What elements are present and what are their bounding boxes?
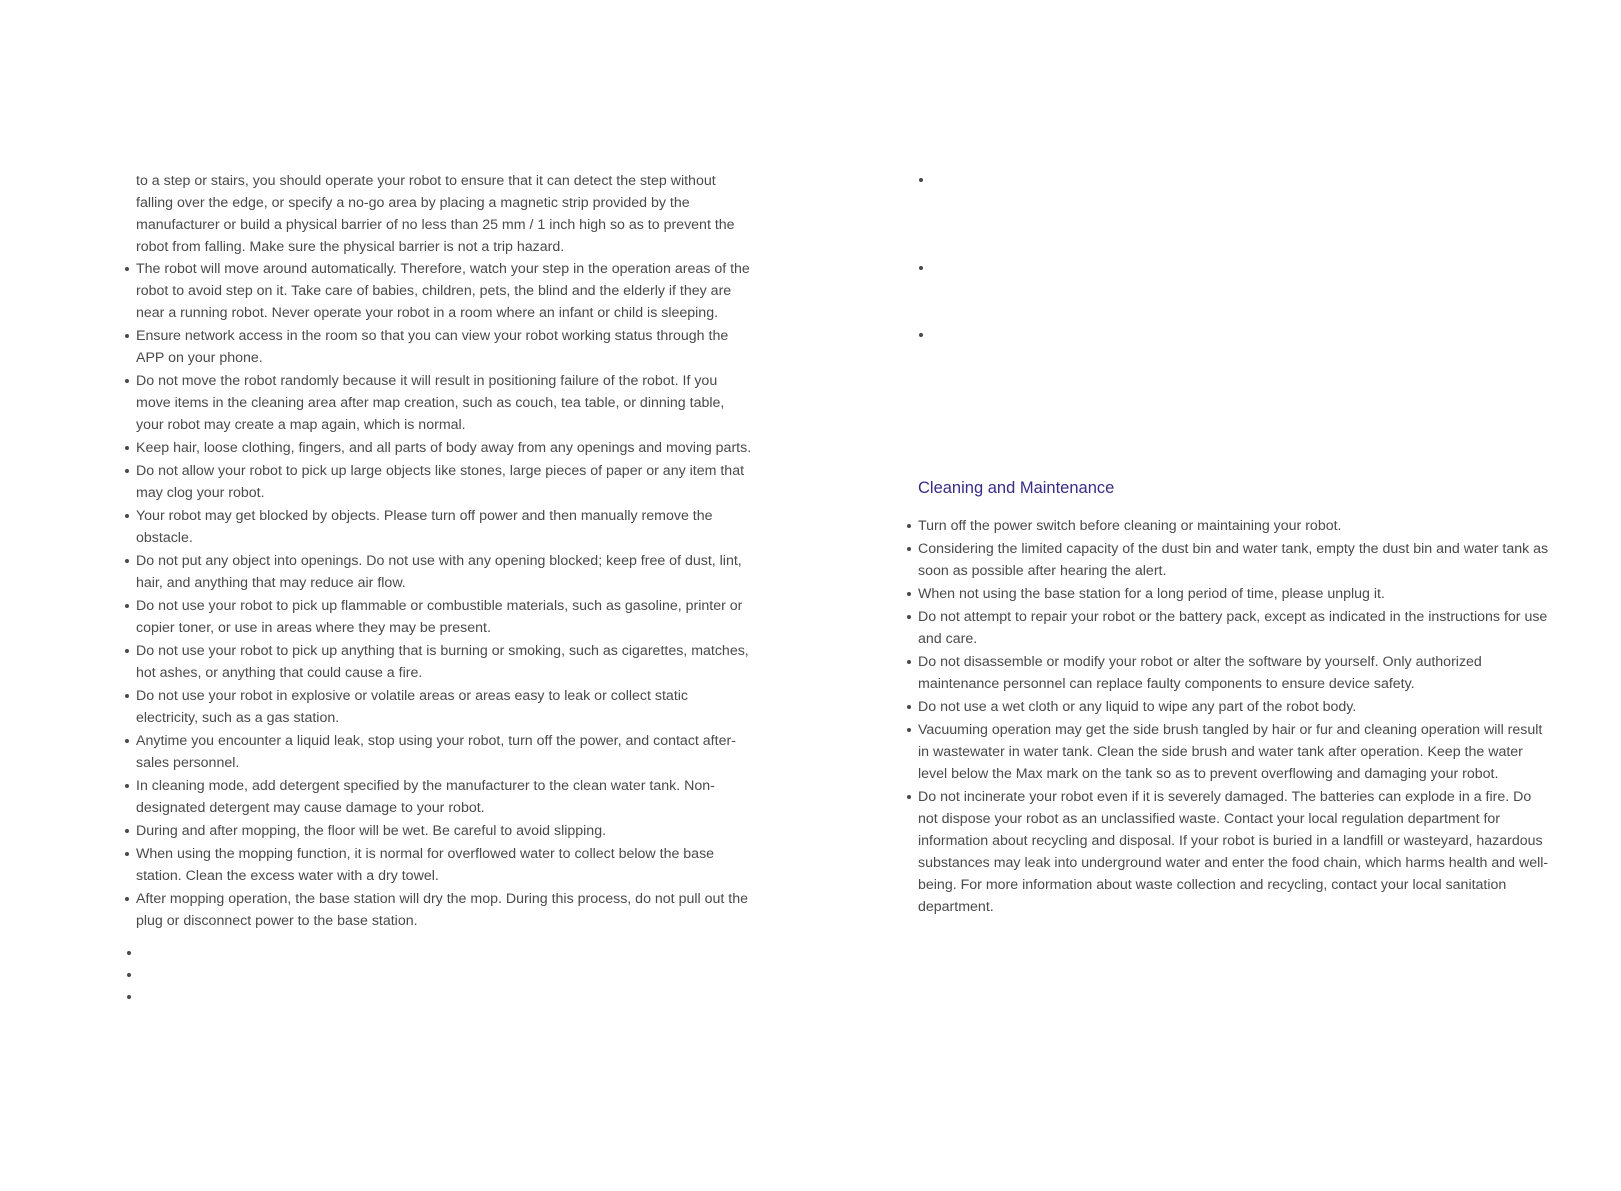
list-item: Your robot may get blocked by objects. Please turn off power and then manually remove the obstacle. bbox=[136, 505, 752, 549]
list-item: After mopping operation, the base station will dry the mop. During this process, do not pull out the plug or disconnect power to the base station. bbox=[136, 888, 752, 932]
list-item: Ensure network access in the room so that you can view your robot working status through the APP on your phone. bbox=[136, 325, 752, 369]
empty-bullet bbox=[919, 333, 923, 337]
list-item: Do not incinerate your robot even if it is severely damaged. The batteries can explode in a fire. Do not dispose your robot as an unclassified waste. Contact your local regulation department for information about recycling and disposal. If your robot is buried in a landfill or wasteyard, hazardous substances may leak into underground water and enter the food chain, which harms health and well-being. For more information about waste collection and recycling, contact your local sanitation department. bbox=[918, 786, 1550, 918]
list-item: In cleaning mode, add detergent specified by the manufacturer to the clean water tank. Non-designated detergent may cause damage to your robot. bbox=[136, 775, 752, 819]
list-item: Considering the limited capacity of the dust bin and water tank, empty the dust bin and water tank as soon as possible after hearing the alert. bbox=[918, 538, 1550, 582]
list-item: Do not use your robot in explosive or volatile areas or areas easy to leak or collect static electricity, such as a gas station. bbox=[136, 685, 752, 729]
list-item: During and after mopping, the floor will be wet. Be careful to avoid slipping. bbox=[136, 820, 752, 842]
list-item: Do not allow your robot to pick up large objects like stones, large pieces of paper or any item that may clog your robot. bbox=[136, 460, 752, 504]
list-item: Keep hair, loose clothing, fingers, and all parts of body away from any openings and moving parts. bbox=[136, 437, 752, 459]
list-item: Do not use your robot to pick up flammable or combustible materials, such as gasoline, printer or copier toner, or use in areas where they may be present. bbox=[136, 595, 752, 639]
list-item: Anytime you encounter a liquid leak, stop using your robot, turn off the power, and contact after-sales personnel. bbox=[136, 730, 752, 774]
list-item: Do not disassemble or modify your robot or alter the software by yourself. Only authorized maintenance personnel can replace faulty components to ensure device safety. bbox=[918, 651, 1550, 695]
empty-bullet bbox=[127, 951, 131, 955]
section-title: Cleaning and Maintenance bbox=[918, 479, 1115, 497]
empty-bullet bbox=[919, 178, 923, 182]
list-item: Do not use your robot to pick up anything that is burning or smoking, such as cigarettes, matches, hot ashes, or anything that could cause a fire. bbox=[136, 640, 752, 684]
list-item: Turn off the power switch before cleaning or maintaining your robot. bbox=[918, 515, 1550, 537]
safety-list bbox=[136, 258, 752, 933]
intro-paragraph: to a step or stairs, you should operate your robot to ensure that it can detect the step without falling over the edge, or specify a no-go area by placing a magnetic strip provided by the manufacturer or build a physical barrier of no less than 25 mm / 1 inch high so as to prevent the robot from falling. Make sure the physical barrier is not a trip hazard. bbox=[136, 173, 735, 255]
maintenance-list bbox=[918, 515, 1550, 919]
list-item: Do not use a wet cloth or any liquid to wipe any part of the robot body. bbox=[918, 696, 1550, 718]
list-item: Vacuuming operation may get the side brush tangled by hair or fur and cleaning operation will result in wastewater in water tank. Clean the side brush and water tank after operation. Keep the water level below the Max mark on the tank so as to prevent overflowing and damaging your robot. bbox=[918, 719, 1550, 785]
list-item: Do not put any object into openings. Do not use with any opening blocked; keep free of dust, lint, hair, and anything that may reduce air flow. bbox=[136, 550, 752, 594]
list-item: When using the mopping function, it is normal for overflowed water to collect below the base station. Clean the excess water with a dry towel. bbox=[136, 843, 752, 887]
list-item: The robot will move around automatically. Therefore, watch your step in the operation areas of the robot to avoid step on it. Take care of babies, children, pets, the blind and the elderly if they are near a running robot. Never operate your robot in a room where an infant or child is sleeping. bbox=[136, 258, 752, 324]
empty-bullet bbox=[127, 995, 131, 999]
list-item: Do not attempt to repair your robot or the battery pack, except as indicated in the instructions for use and care. bbox=[918, 606, 1550, 650]
list-item: Do not move the robot randomly because it will result in positioning failure of the robot. If you move items in the cleaning area after map creation, such as couch, tea table, or dinning table, your robot may create a map again, which is normal. bbox=[136, 370, 752, 436]
empty-bullet bbox=[919, 266, 923, 270]
list-item: When not using the base station for a long period of time, please unplug it. bbox=[918, 583, 1550, 605]
empty-bullet bbox=[127, 973, 131, 977]
